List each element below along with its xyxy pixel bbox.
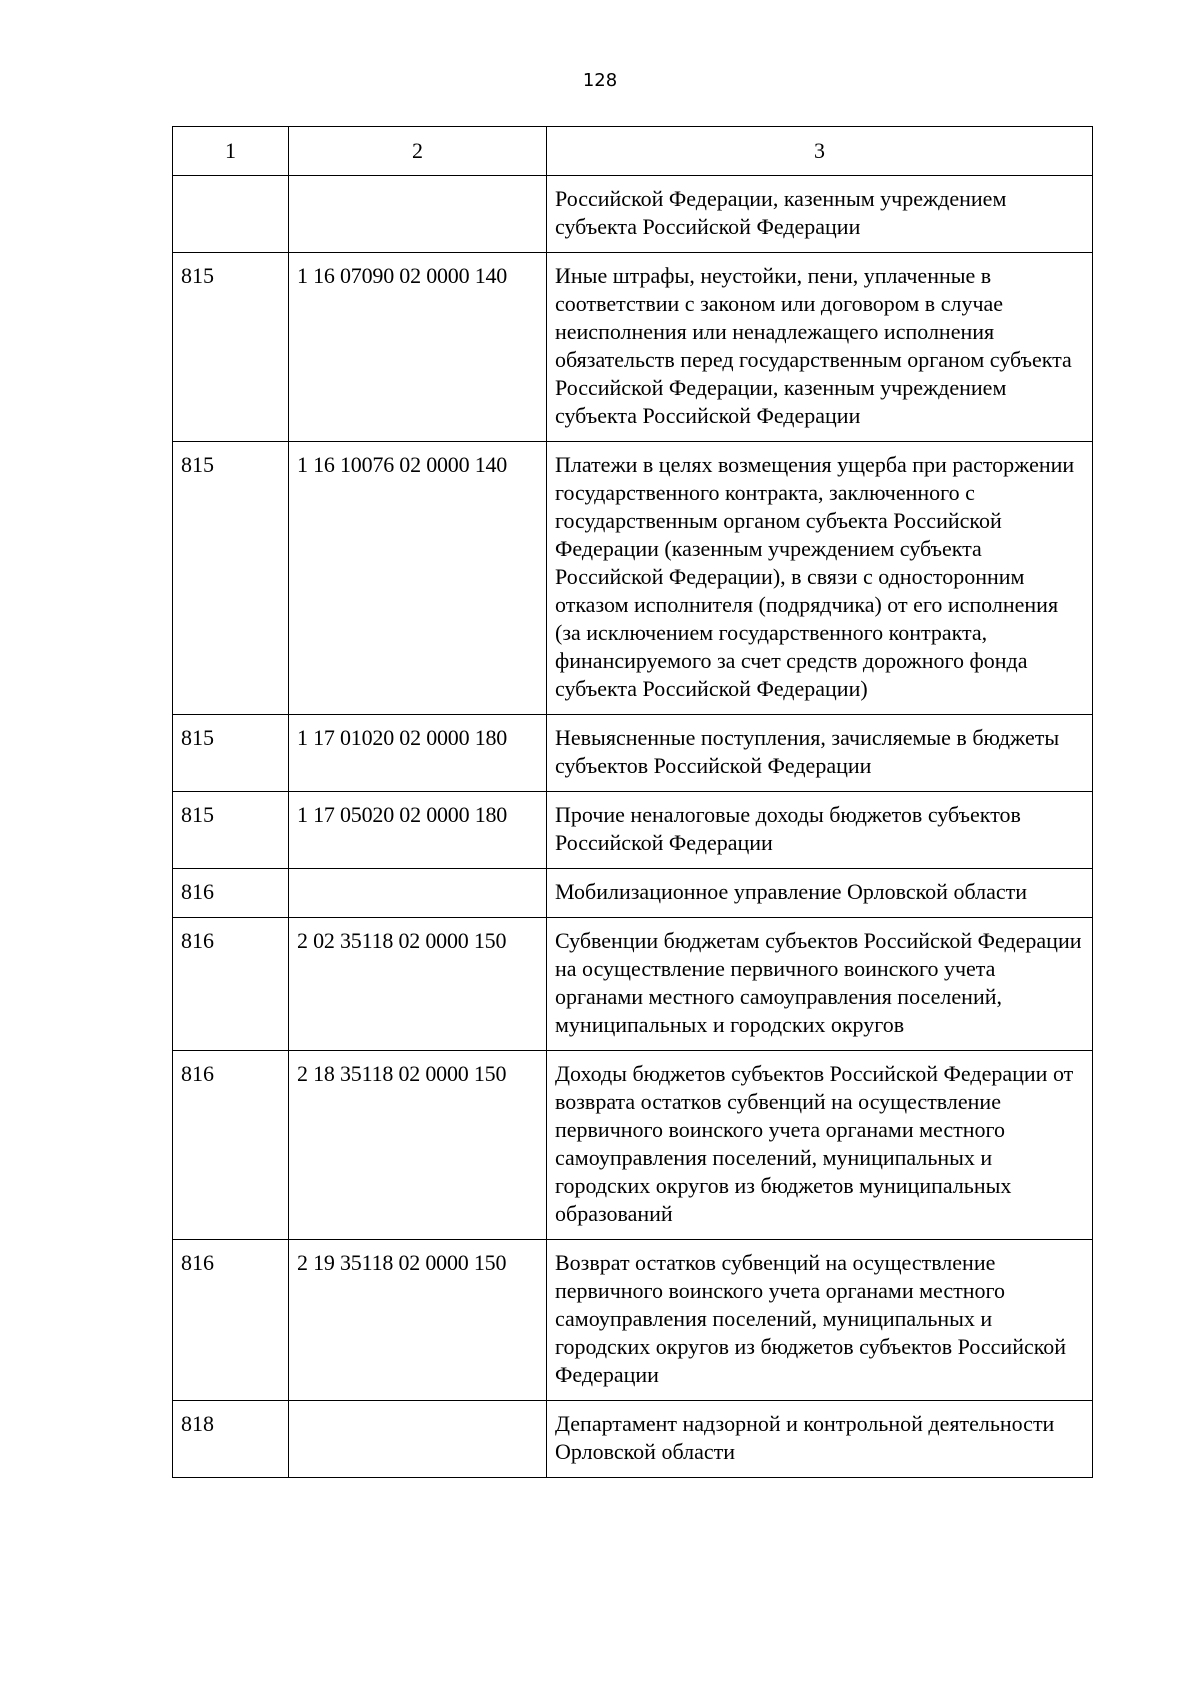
revenue-code-cell: 2 19 35118 02 0000 150 bbox=[289, 1240, 547, 1401]
admin-code-cell bbox=[173, 176, 289, 253]
header-col-3: 3 bbox=[547, 127, 1093, 176]
description-cell: Прочие неналоговые доходы бюджетов субъектов Российской Федерации bbox=[547, 792, 1093, 869]
description-cell: Платежи в целях возмещения ущерба при расторжении государственного контракта, заключенного с государственным органом субъекта Российской Федерации (казенным учреждением субъекта Российской Федерации), в связи с односторонним отказом исполнителя (подрядчика) от его исполнения (за исключением государственного контракта, финансируемого за счет средств дорожного фонда субъекта Российской Федерации) bbox=[547, 442, 1093, 715]
admin-code-cell: 815 bbox=[173, 442, 289, 715]
admin-code-cell: 815 bbox=[173, 715, 289, 792]
description-cell: Департамент надзорной и контрольной деятельности Орловской области bbox=[547, 1401, 1093, 1478]
description-cell: Возврат остатков субвенций на осуществление первичного воинского учета органами местного самоуправления поселений, муниципальных и городских округов из бюджетов субъектов Российской Федерации bbox=[547, 1240, 1093, 1401]
revenue-codes-table bbox=[172, 126, 1093, 1478]
admin-code-cell: 816 bbox=[173, 869, 289, 918]
table-header-row bbox=[173, 127, 1093, 176]
admin-code-cell: 815 bbox=[173, 253, 289, 442]
revenue-code-cell bbox=[289, 176, 547, 253]
description-cell: Невыясненные поступления, зачисляемые в бюджеты субъектов Российской Федерации bbox=[547, 715, 1093, 792]
header-col-2: 2 bbox=[289, 127, 547, 176]
description-cell: Иные штрафы, неустойки, пени, уплаченные в соответствии с законом или договором в случае неисполнения или ненадлежащего исполнения обязательств перед государственным органом субъекта Российской Федерации, казенным учреждением субъекта Российской Федерации bbox=[547, 253, 1093, 442]
revenue-code-cell: 2 02 35118 02 0000 150 bbox=[289, 918, 547, 1051]
description-cell: Российской Федерации, казенным учреждением субъекта Российской Федерации bbox=[547, 176, 1093, 253]
revenue-code-cell bbox=[289, 1401, 547, 1478]
table-row bbox=[173, 792, 1093, 869]
admin-code-cell: 815 bbox=[173, 792, 289, 869]
admin-code-cell: 816 bbox=[173, 1240, 289, 1401]
table-row bbox=[173, 1240, 1093, 1401]
table-row bbox=[173, 715, 1093, 792]
table-row bbox=[173, 442, 1093, 715]
table-row bbox=[173, 1401, 1093, 1478]
table-row bbox=[173, 176, 1093, 253]
admin-code-cell: 816 bbox=[173, 1051, 289, 1240]
table-row bbox=[173, 918, 1093, 1051]
admin-code-cell: 818 bbox=[173, 1401, 289, 1478]
description-cell: Субвенции бюджетам субъектов Российской Федерации на осуществление первичного воинского учета органами местного самоуправления поселений, муниципальных и городских округов bbox=[547, 918, 1093, 1051]
table-row bbox=[173, 869, 1093, 918]
table-row bbox=[173, 253, 1093, 442]
revenue-code-cell: 1 16 10076 02 0000 140 bbox=[289, 442, 547, 715]
admin-code-cell: 816 bbox=[173, 918, 289, 1051]
page-number: 128 bbox=[582, 70, 618, 91]
table-row bbox=[173, 1051, 1093, 1240]
description-cell: Доходы бюджетов субъектов Российской Федерации от возврата остатков субвенций на осуществление первичного воинского учета органами местного самоуправления поселений, муниципальных и городских округов из бюджетов муниципальных образований bbox=[547, 1051, 1093, 1240]
revenue-code-cell: 1 16 07090 02 0000 140 bbox=[289, 253, 547, 442]
revenue-code-cell: 2 18 35118 02 0000 150 bbox=[289, 1051, 547, 1240]
description-cell: Мобилизационное управление Орловской области bbox=[547, 869, 1093, 918]
header-col-1: 1 bbox=[173, 127, 289, 176]
revenue-code-cell: 1 17 05020 02 0000 180 bbox=[289, 792, 547, 869]
revenue-code-cell: 1 17 01020 02 0000 180 bbox=[289, 715, 547, 792]
revenue-code-cell bbox=[289, 869, 547, 918]
